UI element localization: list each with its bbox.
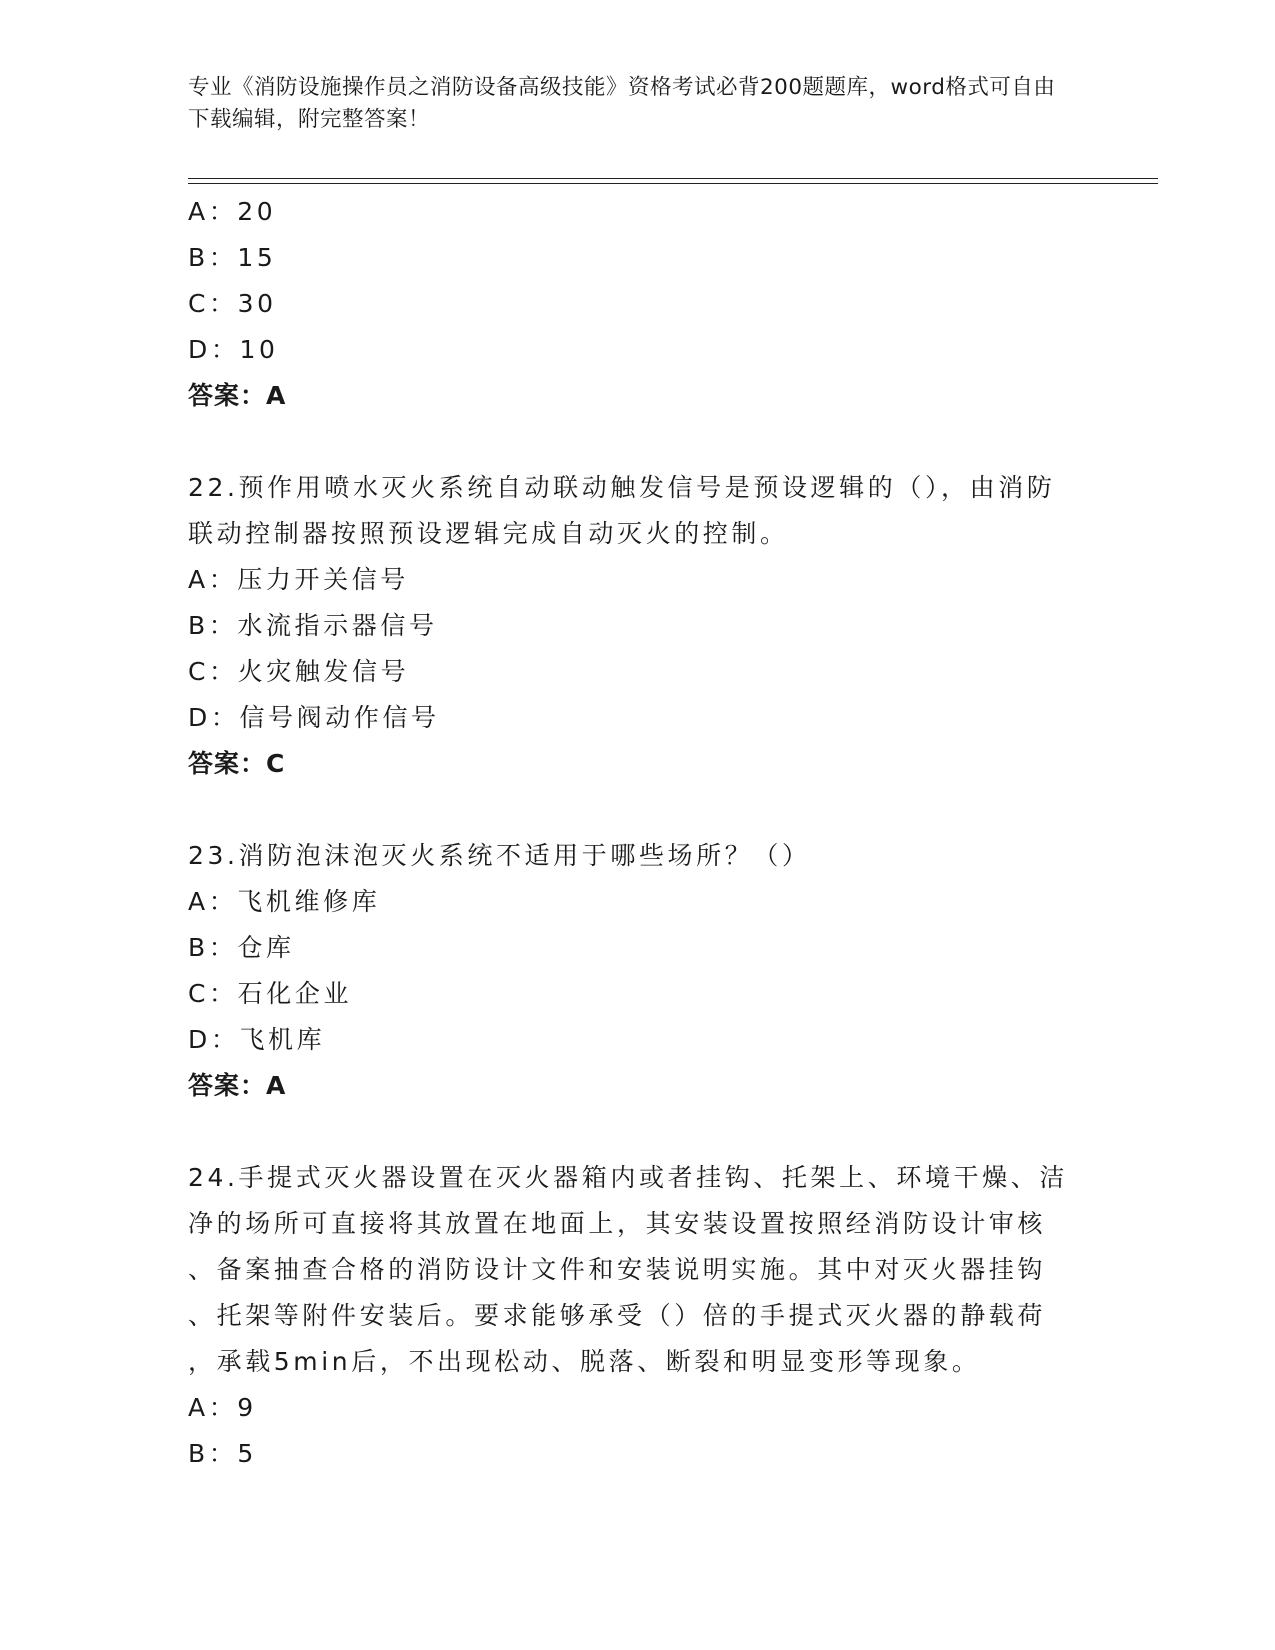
q23-option-b: B：仓库 xyxy=(188,933,295,962)
q24-stem-line-3: 、备案抽查合格的消防设计文件和安装说明实施。其中对灭火器挂钩 xyxy=(188,1255,1047,1284)
q24-option-b: B：5 xyxy=(188,1439,257,1468)
q22-stem-line-2: 联动控制器按照预设逻辑完成自动灭火的控制。 xyxy=(188,519,789,548)
q22-option-d: D：信号阀动作信号 xyxy=(188,703,440,732)
q24-stem-line-1: 24.手提式灭火器设置在灭火器箱内或者挂钩、托架上、环境干燥、洁 xyxy=(188,1163,1068,1192)
q23-option-a: A：飞机维修库 xyxy=(188,887,381,916)
header-rule-top xyxy=(188,178,1158,179)
document-body xyxy=(188,189,1080,1477)
q23-answer: 答案：A xyxy=(188,1071,287,1100)
spacer xyxy=(188,1109,1080,1155)
q23-option-c: C：石化企业 xyxy=(188,979,353,1008)
q21-answer: 答案：A xyxy=(188,381,287,410)
q21-option-a: A：20 xyxy=(188,197,277,226)
q24-option-a: A：9 xyxy=(188,1393,257,1422)
q22-option-b: B：水流指示器信号 xyxy=(188,611,438,640)
q22-option-c: C：火灾触发信号 xyxy=(188,657,410,686)
q24-stem-line-2: 净的场所可直接将其放置在地面上，其安装设置按照经消防设计审核 xyxy=(188,1209,1047,1238)
spacer xyxy=(188,419,1080,465)
q21-option-b: B：15 xyxy=(188,243,277,272)
q24-stem-line-5: ，承载5min后，不出现松动、脱落、断裂和明显变形等现象。 xyxy=(188,1347,981,1376)
q21-option-d: D：10 xyxy=(188,335,279,364)
header-rule-bottom xyxy=(188,183,1158,184)
q24-stem-line-4: 、托架等附件安装后。要求能够承受（）倍的手提式灭火器的静载荷 xyxy=(188,1301,1047,1330)
q23-stem-line-1: 23.消防泡沫泡灭火系统不适用于哪些场所？（） xyxy=(188,841,811,870)
q22-stem-line-1: 22.预作用喷水灭火系统自动联动触发信号是预设逻辑的（），由消防 xyxy=(188,473,1056,502)
spacer xyxy=(188,787,1080,833)
document-header: 专业《消防设施操作员之消防设备高级技能》资格考试必背200题题库，word格式可自由下载编辑，附完整答案！ xyxy=(188,75,1056,132)
q21-option-c: C：30 xyxy=(188,289,277,318)
q22-answer: 答案：C xyxy=(188,749,286,778)
q22-option-a: A：压力开关信号 xyxy=(188,565,409,594)
q23-option-d: D：飞机库 xyxy=(188,1025,326,1054)
